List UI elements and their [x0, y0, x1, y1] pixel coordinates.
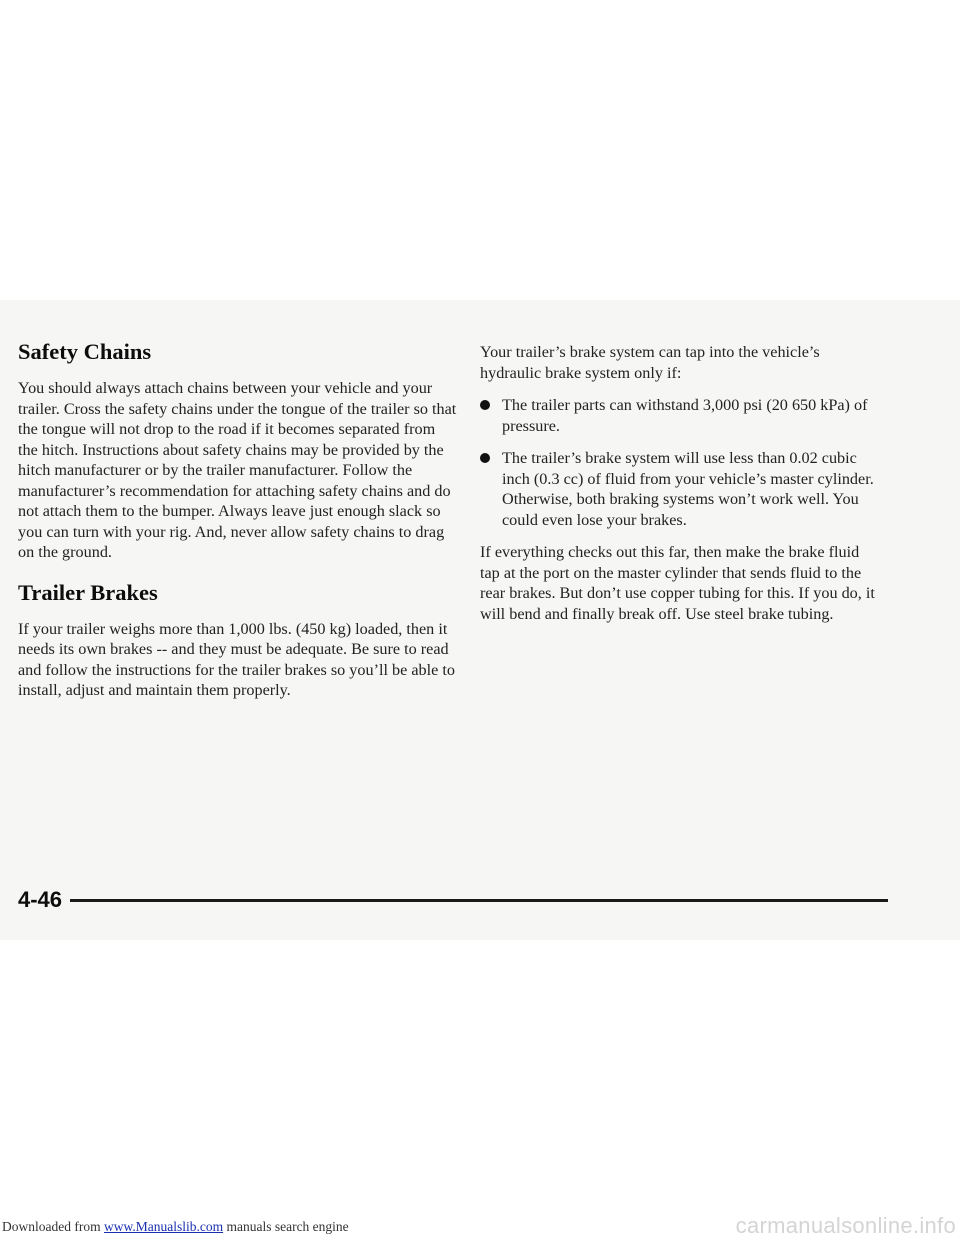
trailer-brakes-paragraph: If your trailer weighs more than 1,000 lbs. (450 kg) loaded, then it needs its own brakes -- and they must be adequate. Be sure to read and follow the instructions for the trailer brakes so you’ll be able to install, adjust and maintain them properly. — [18, 619, 455, 699]
download-suffix: manuals search engine — [223, 1219, 349, 1234]
list-item-text: The trailer parts can withstand 3,000 psi (20 650 kPa) of pressure. — [502, 396, 868, 435]
section-title-trailer-brakes: Trailer Brakes — [18, 579, 158, 605]
list-item — [480, 395, 880, 436]
download-notice — [2, 1219, 349, 1235]
footer-rule — [70, 899, 888, 902]
right-column — [480, 342, 880, 624]
list-item-text: The trailer’s brake system will use less than 0.02 cubic inch (0.3 cc) of fluid from your vehicle’s master cylinder. Otherwise, both braking systems won’t work well. You could even lose your brakes. — [502, 449, 874, 529]
bullet-icon — [480, 453, 490, 463]
page-number: 4-46 — [18, 887, 63, 912]
brake-system-intro: Your trailer’s brake system can tap into the vehicle’s hydraulic brake system only if: — [480, 343, 820, 382]
bullet-icon — [480, 400, 490, 410]
section-title-safety-chains: Safety Chains — [18, 339, 152, 364]
brake-fluid-paragraph: If everything checks out this far, then make the brake fluid tap at the port on the master cylinder that sends fluid to the rear brakes. But don’t use copper tubing for this. If you do, it will bend and finally break off. Use steel brake tubing. — [480, 543, 875, 623]
requirement-list — [480, 395, 880, 530]
manualslib-link[interactable]: www.Manualslib.com — [103, 1219, 224, 1234]
download-prefix: Downloaded from — [2, 1219, 104, 1234]
left-column — [18, 338, 458, 701]
list-item — [480, 448, 880, 530]
watermark: carmanualsonline.info — [735, 1213, 956, 1238]
safety-chains-paragraph: You should always attach chains between your vehicle and your trailer. Cross the safety chains under the tongue of the trailer so that the tongue will not drop to the road if it becomes separated from the hitch. Instructions about safety chains may be provided by the hitch manufacturer or by the trailer manufacturer. Follow the manufacturer’s recommendation for attaching safety chains and do not attach them to the bumper. Always leave just enough slack so you can turn with your rig. And, never allow safety chains to drag on the ground. — [18, 379, 457, 561]
